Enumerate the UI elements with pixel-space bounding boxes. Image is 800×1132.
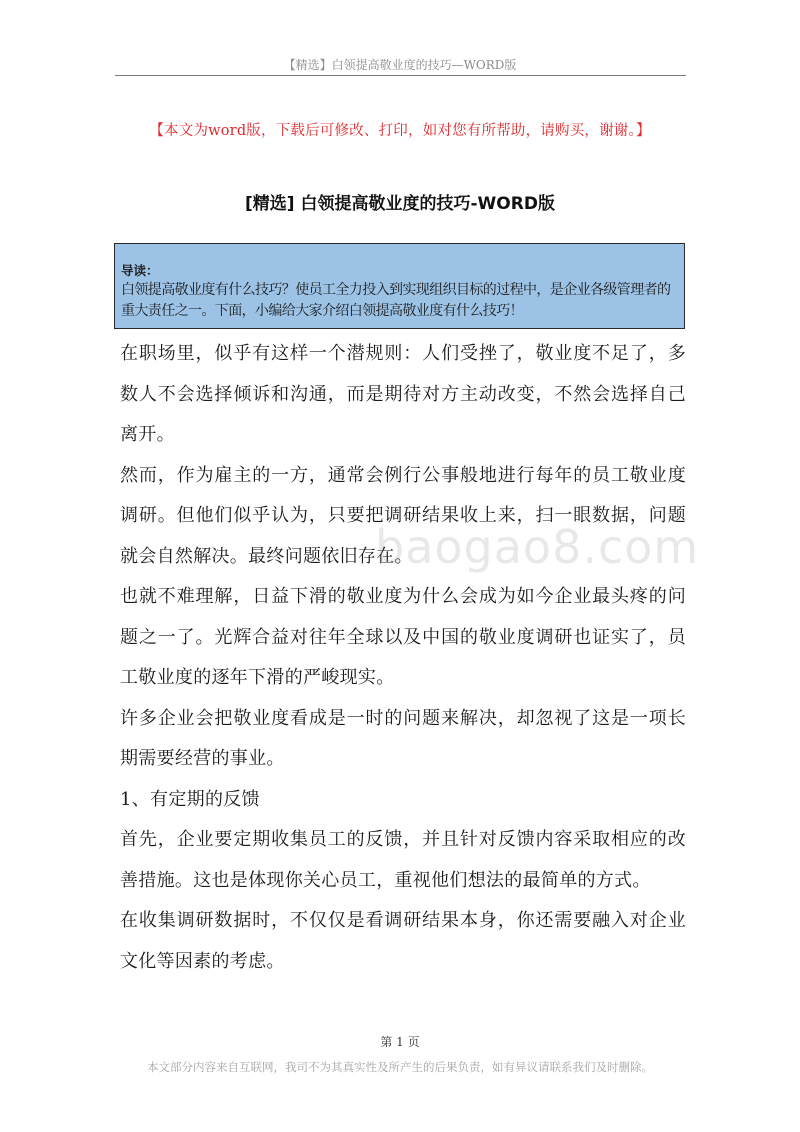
purchase-notice: 【本文为word版，下载后可修改、打印，如对您有所帮助，请购买，谢谢。】	[149, 123, 651, 139]
footer-disclaimer: 本文部分内容来自互联网，我司不为其真实性及所产生的后果负责，如有异议请联系我们及时删除。	[147, 1060, 653, 1074]
paragraph: 也就不难理解，日益下滑的敬业度为什么会成为如今企业最头疼的问题之一了。光辉合益对往年全球以及中国的敬业度调研也证实了，员工敬业度的逐年下滑的严峻现实。	[120, 586, 686, 688]
document-title: [精选] 白领提高敬业度的技巧-WORD版	[245, 194, 555, 214]
watermark: baogao8.com	[375, 520, 700, 574]
body-text	[120, 334, 686, 982]
header-divider	[115, 75, 686, 76]
paragraph: 在职场里，似乎有这样一个潜规则：人们受挫了，敬业度不足了，多数人不会选择倾诉和沟通，而是期待对方主动改变，不然会选择自己离开。	[120, 343, 686, 445]
paragraph: 在收集调研数据时，不仅仅是看调研结果本身，你还需要融入对企业文化等因素的考虑。	[120, 910, 686, 972]
paragraph: 首先，企业要定期收集员工的反馈，并且针对反馈内容采取相应的改善措施。这也是体现你关心员工，重视他们想法的最简单的方式。	[120, 829, 686, 891]
section-heading: 1、有定期的反馈	[120, 788, 260, 810]
running-header: 【精选】白领提高敬业度的技巧—WORD版	[283, 58, 517, 72]
lead-text: 白领提高敬业度有什么技巧？使员工全力投入到实现组织目标的过程中，是企业各级管理者的重大责任之一。下面，小编给大家介绍白领提高敬业度有什么技巧！	[121, 282, 671, 319]
paragraph: 然而，作为雇主的一方，通常会例行公事般地进行每年的员工敬业度调研。但他们似乎认为，只要把调研结果收上来，扫一眼数据，问题就会自然解决。最终问题依旧存在。	[120, 464, 686, 567]
page-number: 第 1 页	[380, 1035, 420, 1049]
lead-box	[114, 243, 685, 329]
lead-label: 导读：	[121, 263, 159, 278]
paragraph: 许多企业会把敬业度看成是一时的问题来解决，却忽视了这是一项长期需要经营的事业。	[120, 707, 686, 769]
